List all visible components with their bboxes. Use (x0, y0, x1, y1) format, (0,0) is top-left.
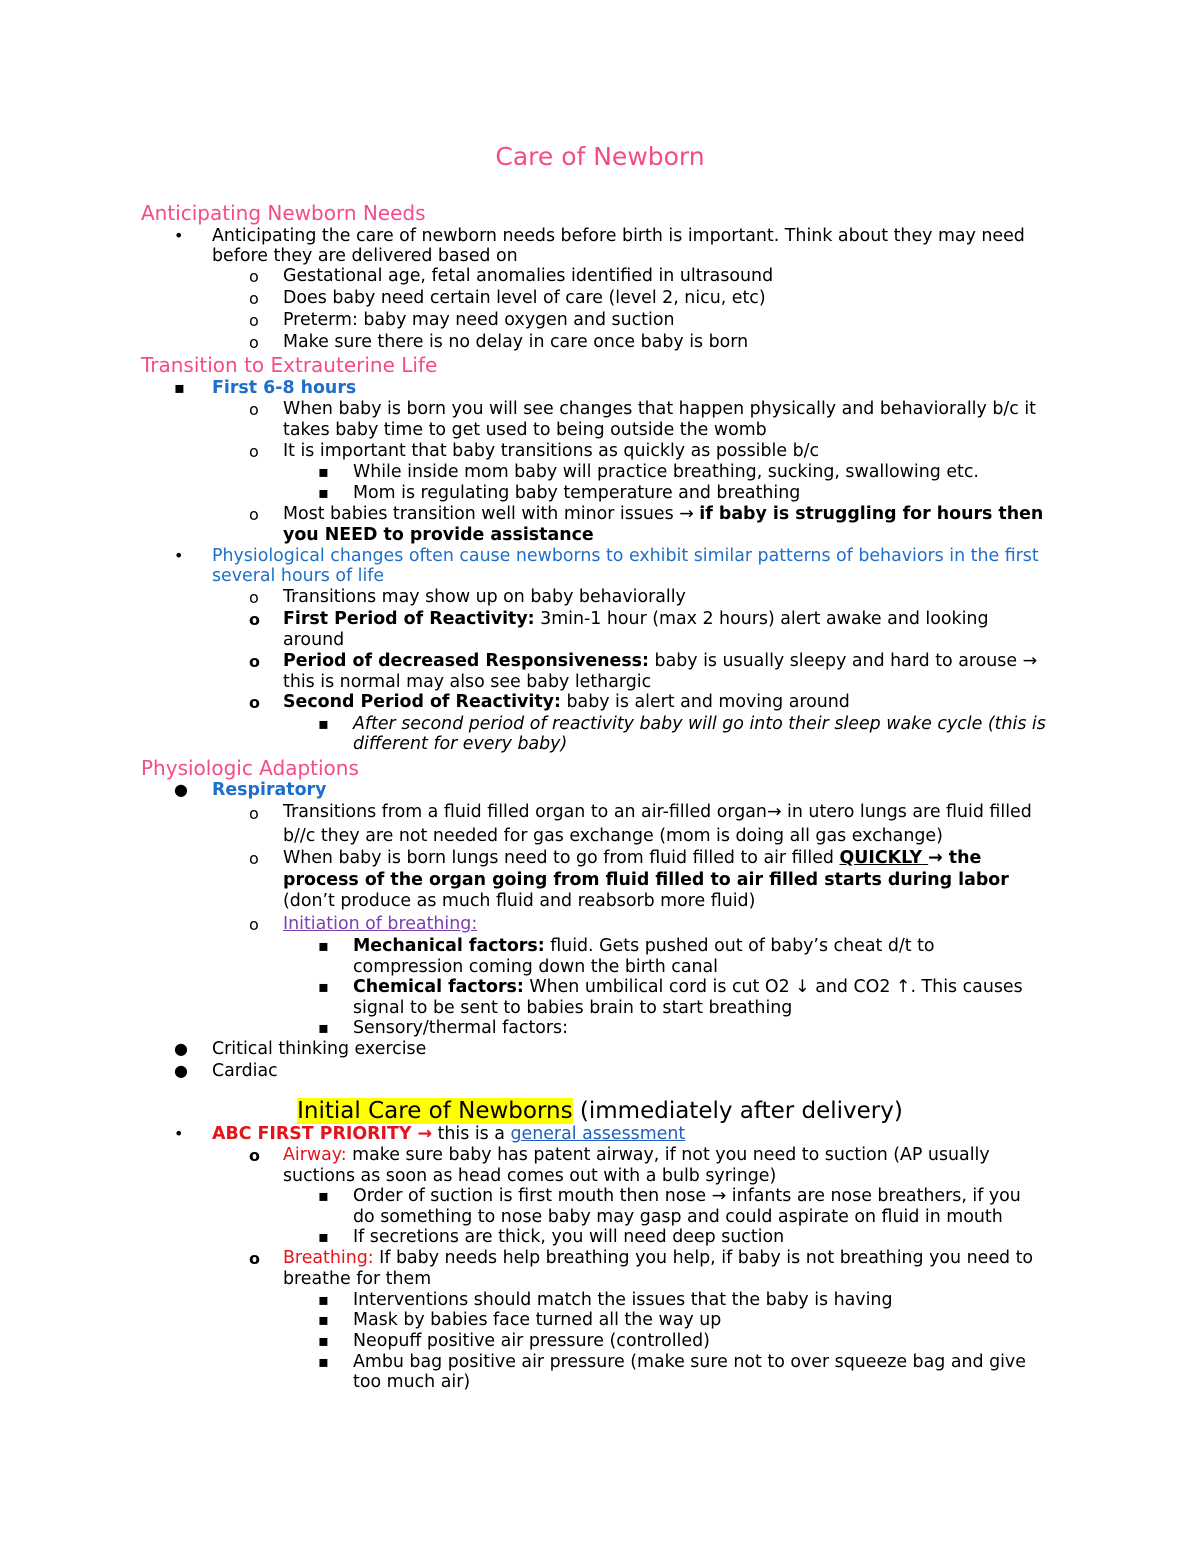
text-line: b//c they are not needed for gas exchange (mom is doing all gas exchange) (283, 826, 943, 846)
bullet-o: o (249, 1146, 260, 1165)
text-run: (immediately after delivery) (572, 1098, 903, 1124)
text-line: Transitions from a fluid filled organ to an air-filled organ→ in utero lungs are fluid filled (283, 802, 1032, 822)
text-line (283, 848, 981, 868)
text-run: baby is usually sleepy and hard to arouse → (649, 651, 1038, 671)
text-line: several hours of life (212, 566, 385, 586)
text-line: If secretions are thick, you will need deep suction (353, 1227, 785, 1247)
bullet-square: ▪ (318, 977, 329, 996)
text-line: this is normal may also see baby lethargic (283, 672, 652, 692)
bold-run: if baby is struggling for hours then (699, 504, 1044, 524)
text-line (353, 936, 935, 956)
text-line: Make sure there is no delay in care once baby is born (283, 332, 749, 352)
bullet-dot: • (174, 1124, 184, 1143)
text-line: process of the organ going from fluid filled to air filled starts during labor (283, 870, 1009, 890)
bullet-o: o (249, 693, 260, 712)
bold-run: Second Period of Reactivity: (283, 692, 561, 712)
bullet-o: o (249, 311, 259, 330)
text-line: Order of suction is first mouth then nose → infants are nose breathers, if you (353, 1186, 1021, 1206)
section-heading-physiologic: Physiologic Adaptions (141, 756, 359, 780)
bullet-o: o (249, 915, 259, 934)
text-run: make sure baby has patent airway, if not you need to suction (AP usually (346, 1145, 990, 1165)
text-line: Sensory/thermal factors: (353, 1018, 568, 1038)
text-line (212, 1124, 685, 1144)
page-title: Care of Newborn (495, 142, 705, 171)
section-heading-initial-care (0, 1097, 1200, 1125)
text-line: Interventions should match the issues that the baby is having (353, 1290, 893, 1310)
text-line: too much air) (353, 1372, 471, 1392)
bold-run: First Period of Reactivity: (283, 609, 535, 629)
text-line: It is important that baby transitions as quickly as possible b/c (283, 441, 820, 461)
underlined-run: QUICKLY (839, 848, 929, 868)
text-line: Preterm: baby may need oxygen and suction (283, 310, 675, 330)
text-line: Does baby need certain level of care (level 2, nicu, etc) (283, 288, 766, 308)
bullet-o: o (249, 442, 259, 461)
text-line (283, 1145, 990, 1165)
bullet-square: ▪ (318, 1290, 329, 1309)
bold-run: Mechanical factors: (353, 936, 545, 956)
text-line (283, 692, 850, 712)
text-run: When umbilical cord is cut O2 ↓ and CO2 ↑. This causes (523, 977, 1023, 997)
text-line: breathe for them (283, 1269, 432, 1289)
bullet-o: o (249, 849, 259, 868)
text-line: Critical thinking exercise (212, 1039, 427, 1059)
text-line: different for every baby) (353, 734, 568, 754)
bold-run: → the (928, 848, 982, 868)
bullet-o: o (249, 400, 259, 419)
bold-run: Period of decreased Responsiveness: (283, 651, 649, 671)
section-heading-anticipating: Anticipating Newborn Needs (141, 201, 426, 225)
text-line: Cardiac (212, 1061, 278, 1081)
text-line: When baby is born you will see changes that happen physically and behaviorally b/c it (283, 399, 1036, 419)
text-run: this is a (432, 1124, 511, 1144)
text-line (283, 1248, 1033, 1268)
text-line: Physiological changes often cause newborns to exhibit similar patterns of behaviors in the first (212, 546, 1039, 566)
red-bold-run: ABC FIRST PRIORITY → (212, 1124, 433, 1144)
text-run: baby is alert and moving around (560, 692, 850, 712)
bullet-dot: • (174, 226, 184, 245)
text-line: Neopuff positive air pressure (controlled) (353, 1331, 710, 1351)
red-run: Airway: (283, 1145, 347, 1165)
text-line: Anticipating the care of newborn needs before birth is important. Think about they may need (212, 226, 1025, 246)
text-run: When baby is born lungs need to go from fluid filled to air filled (283, 848, 840, 868)
text-line: suctions as soon as head comes out with a bulb syringe) (283, 1166, 777, 1186)
bullet-o: o (249, 588, 259, 607)
bullet-o: o (249, 267, 259, 286)
bullet-square: ▪ (318, 483, 329, 502)
text-line: Mom is regulating baby temperature and breathing (353, 483, 801, 503)
text-line: you NEED to provide assistance (283, 525, 594, 545)
section-heading-transition: Transition to Extrauterine Life (141, 353, 438, 377)
bullet-big-dot: ● (174, 780, 188, 799)
text-line: before they are delivered based on (212, 246, 518, 266)
bullet-square: ▪ (318, 936, 329, 955)
text-line (283, 609, 988, 629)
bullet-square: ▪ (318, 1331, 329, 1350)
text-run: Most babies transition well with minor issues → (283, 504, 700, 524)
bullet-o: o (249, 610, 260, 629)
bullet-square: ▪ (318, 1310, 329, 1329)
bullet-o: o (249, 505, 259, 524)
bullet-square: ▪ (318, 1018, 329, 1037)
text-line: Mask by babies face turned all the way up (353, 1310, 722, 1330)
bullet-square: ▪ (174, 378, 185, 397)
bullet-square: ▪ (318, 714, 329, 733)
text-run: fluid. Gets pushed out of baby’s cheat d/t to (544, 936, 935, 956)
text-line: (don’t produce as much fluid and reabsorb more fluid) (283, 891, 756, 911)
bullet-square: ▪ (318, 462, 329, 481)
text-run: 3min-1 hour (max 2 hours) alert awake and looking (534, 609, 989, 629)
bullet-square: ▪ (318, 1352, 329, 1371)
text-line: Gestational age, fetal anomalies identified in ultrasound (283, 266, 774, 286)
text-line (283, 651, 1037, 671)
bullet-square: ▪ (318, 1186, 329, 1205)
link-initiation-of-breathing[interactable]: Initiation of breathing: (283, 914, 478, 934)
bullet-o: o (249, 333, 259, 352)
text-line (283, 504, 1043, 524)
bullet-o: o (249, 804, 259, 823)
text-line: around (283, 630, 345, 650)
text-line: Transitions may show up on baby behaviorally (283, 587, 686, 607)
bullet-o: o (249, 289, 259, 308)
text-line: Ambu bag positive air pressure (make sure not to over squeeze bag and give (353, 1352, 1026, 1372)
highlighted-run: Initial Care of Newborns (297, 1098, 573, 1124)
text-line: Respiratory (212, 780, 327, 800)
bullet-o: o (249, 1249, 260, 1268)
bullet-dot: • (174, 546, 184, 565)
bullet-o: o (249, 652, 260, 671)
text-run: If baby needs help breathing you help, if baby is not breathing you need to (373, 1248, 1034, 1268)
bullet-square: ▪ (318, 1227, 329, 1246)
text-line: compression coming down the birth canal (353, 957, 718, 977)
red-run: Breathing: (283, 1248, 374, 1268)
bullet-big-dot: ● (174, 1061, 188, 1080)
text-line: First 6-8 hours (212, 378, 357, 398)
text-line: signal to be sent to babies brain to start breathing (353, 998, 793, 1018)
bullet-big-dot: ● (174, 1039, 188, 1058)
text-line: do something to nose baby may gasp and could aspirate on fluid in mouth (353, 1207, 1003, 1227)
text-line: takes baby time to get used to being outside the womb (283, 420, 767, 440)
bold-run: Chemical factors: (353, 977, 524, 997)
text-line: After second period of reactivity baby will go into their sleep wake cycle (this is (353, 714, 1046, 734)
text-line: While inside mom baby will practice breathing, sucking, swallowing etc. (353, 462, 979, 482)
text-line (353, 977, 1023, 997)
link-general-assessment[interactable]: general assessment (510, 1124, 686, 1144)
